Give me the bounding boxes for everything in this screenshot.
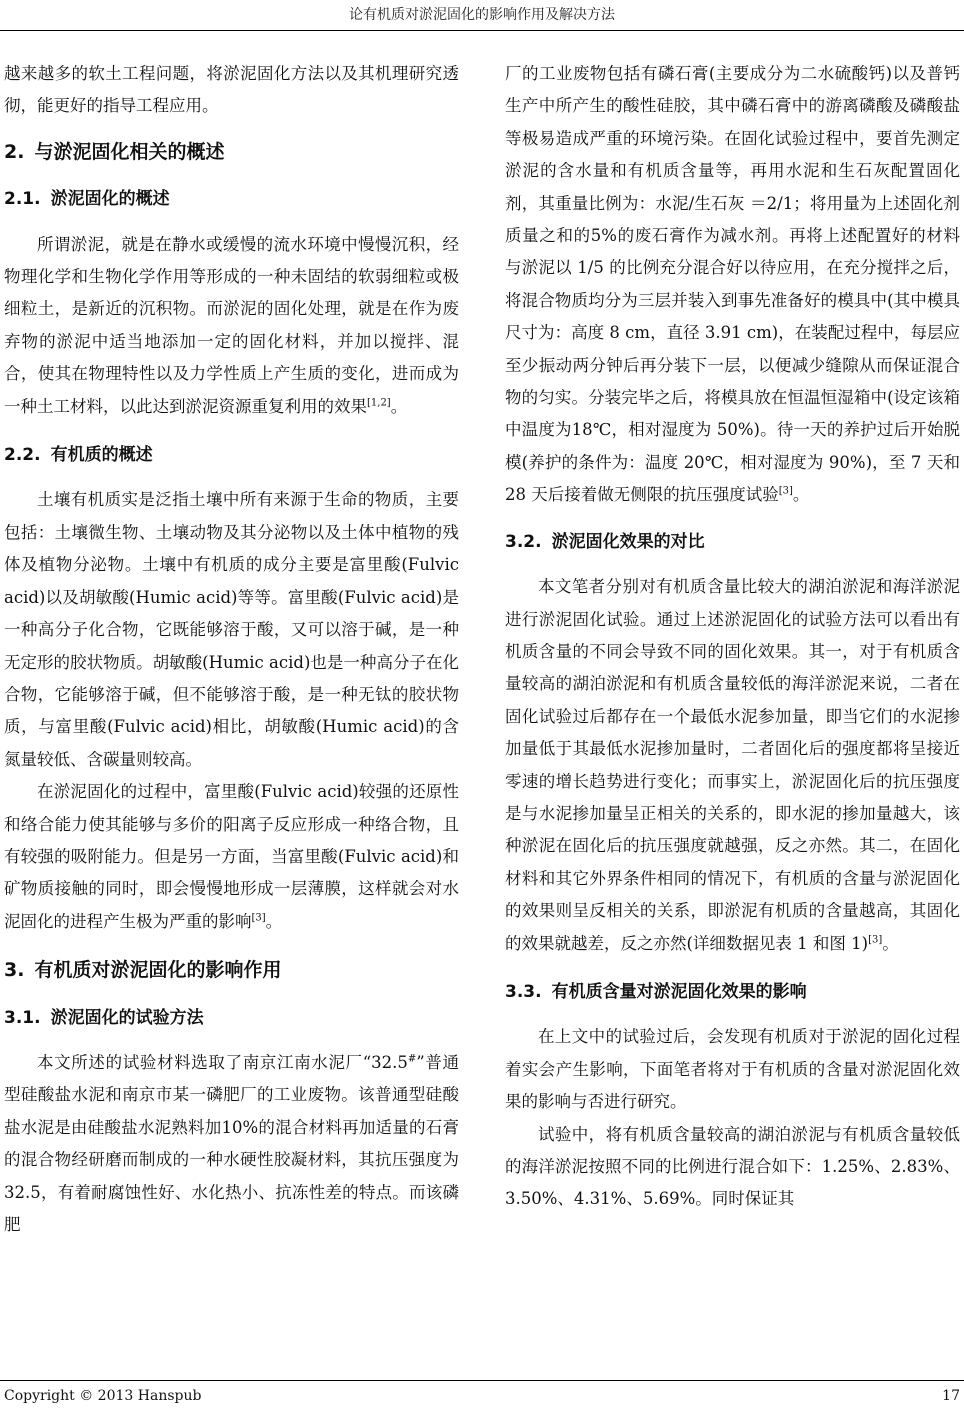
paragraph: 厂的工业废物包括有磷石膏(主要成分为二水硫酸钙)以及普钙生产中所产生的酸性硅胶，其中磷石膏中的游离磷酸及磷酸盐等极易造成严重的环境污染。在固化试验过程中，要首先测定淤泥的含水量和有机质含量等，再用水泥和生石灰配置固化剂，其重量比例为：水泥/生石灰 ＝2/1；将用量为上述固化剂质量之和的5%的废石膏作为减水剂。再将上述配置好的材料与淤泥以 1/5 的比例充分混合好以待应用，在充分搅拌之后，将混合物质均分为三层并装入到事先准备好的模具中(其中模具尺寸为：高度 8 cm，直径 3.91 cm)，在装配过程中，每层应至少振动两分钟后再分装下一层，以便减少缝隙从而保证混合物的匀实。分装完毕之后，将模具放在恒温恒湿箱中(设定该箱中温度为18℃，相对湿度为 50%)。待一天的养护过后开始脱模(养护的条件为：温度 20℃，相对湿度为 90%)，至 7 天和 28 天后接着做无侧限的抗压强度试验[3]。	[505, 64, 960, 505]
citation: [1,2]	[367, 397, 391, 409]
section-heading-2-2: 2.2. 有机质的概述	[4, 445, 153, 466]
citation: [3]	[868, 934, 883, 946]
footer-rule	[0, 1380, 964, 1381]
page-number: 17	[942, 1388, 960, 1404]
paragraph: 越来越多的软土工程问题，将淤泥固化方法以及其机理研究透彻，能更好的指导工程应用。	[4, 64, 459, 116]
left-column	[4, 58, 459, 1241]
section-heading-3-3: 3.3. 有机质含量对淤泥固化效果的影响	[505, 981, 807, 1002]
superscript-mark: #	[407, 1053, 417, 1065]
section-heading-3: 3. 有机质对淤泥固化的影响作用	[4, 959, 282, 982]
section-heading-3-1: 3.1. 淤泥固化的试验方法	[4, 1007, 204, 1028]
right-column	[505, 58, 960, 1216]
paragraph: 本文所述的试验材料选取了南京江南水泥厂“32.5#”普通型硅酸盐水泥和南京市某一磷肥厂的工业废物。该普通型硅酸盐水泥是由硅酸盐水泥熟料加10%的混合材料再加适量的石膏的混合物经研磨而制成的一种水硬性胶凝材料，其抗压强度为32.5，有着耐腐蚀性好、水化热小、抗冻性差的特点。而该磷肥	[4, 1052, 459, 1234]
paragraph: 在上文中的试验过后，会发现有机质对于淤泥的固化过程着实会产生影响，下面笔者将对于有机质的含量对淤泥固化效果的影响与否进行研究。	[505, 1027, 960, 1112]
paragraph: 所谓淤泥，就是在静水或缓慢的流水环境中慢慢沉积，经物理化学和生物化学作用等形成的一种未固结的软弱细粒或极细粒土，是新近的沉积物。而淤泥的固化处理，就是在作为废弃物的淤泥中适当地添加一定的固化材料，并加以搅拌、混合，使其在物理特性以及力学性质上产生质的变化，进而成为一种土工材料，以此达到淤泥资源重复利用的效果[1,2]。	[4, 234, 459, 416]
citation: [3]	[778, 485, 793, 497]
copyright-notice: Copyright © 2013 Hanspub	[4, 1388, 202, 1404]
paragraph: 试验中，将有机质含量较高的湖泊淤泥与有机质含量较低的海洋淤泥按照不同的比例进行混合如下：1.25%、2.83%、3.50%、4.31%、5.69%。同时保证其	[505, 1124, 960, 1209]
section-heading-3-2: 3.2. 淤泥固化效果的对比	[505, 531, 705, 552]
paragraph: 本文笔者分别对有机质含量比较大的湖泊淤泥和海洋淤泥进行淤泥固化试验。通过上述淤泥固化的试验方法可以看出有机质含量的不同会导致不同的固化效果。其一，对于有机质含量较高的湖泊淤泥和有机质含量较低的海洋淤泥来说，二者在固化试验过后都存在一个最低水泥参加量，即当它们的水泥掺加量低于其最低水泥掺加量时，二者固化后的强度都将呈接近零速的增长趋势进行变化；而事实上，淤泥固化后的抗压强度是与水泥掺加量呈正相关的关系的，即水泥的掺加量越大，该种淤泥在固化后的抗压强度就越强，反之亦然。其二，在固化材料和其它外界条件相同的情况下，有机质的含量与淤泥固化的效果则呈反相关的关系，即淤泥有机质的含量越高，其固化的效果就越差，反之亦然(详细数据见表 1 和图 1)[3]。	[505, 577, 960, 953]
header-rule	[0, 30, 964, 31]
citation: [3]	[251, 912, 266, 924]
paragraph: 土壤有机质实是泛指土壤中所有来源于生命的物质，主要包括：土壤微生物、土壤动物及其分泌物以及土体中植物的残体及植物分泌物。土壤中有机质的成分主要是富里酸(Fulvic acid)以及胡敏酸(Humic acid)等等。富里酸(Fulvic acid)是一种高分子化合物，它既能够溶于酸，又可以溶于碱，是一种无定形的胶状物质。胡敏酸(Humic acid)也是一种高分子在化合物，它能够溶于碱，但不能够溶于酸，是一种无钛的胶状物质，与富里酸(Fulvic acid)相比，胡敏酸(Humic acid)的含氮量较低、含碳量则较高。	[4, 490, 459, 769]
paragraph: 在淤泥固化的过程中，富里酸(Fulvic acid)较强的还原性和络合能力使其能够与多价的阳离子反应形成一种络合物，且有较强的吸附能力。但是另一方面，当富里酸(Fulvic acid)和矿物质接触的同时，即会慢慢地形成一层薄膜，这样就会对水泥固化的进程产生极为严重的影响[3]。	[4, 782, 459, 931]
section-heading-2: 2. 与淤泥固化相关的概述	[4, 140, 225, 163]
running-header: 论有机质对淤泥固化的影响作用及解决方法	[349, 7, 615, 23]
section-heading-2-1: 2.1. 淤泥固化的概述	[4, 189, 170, 210]
